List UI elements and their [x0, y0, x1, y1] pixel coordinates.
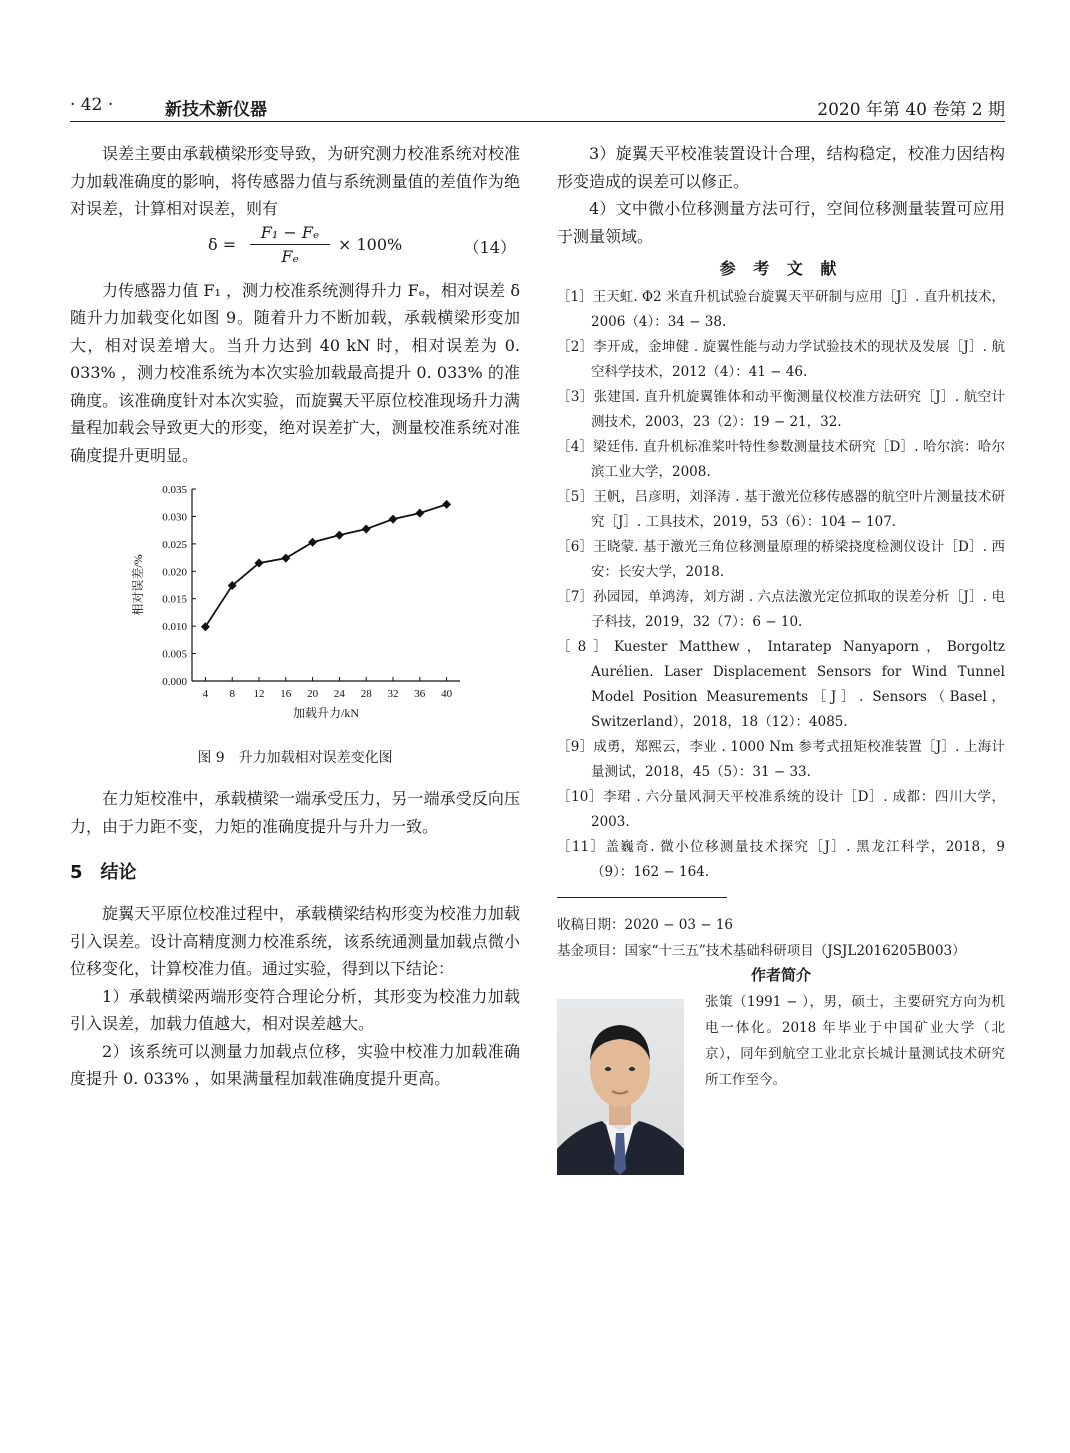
relative-error-chart: [130, 477, 470, 725]
author-bio: [557, 989, 1005, 1169]
reference-item: ［6］王晓蒙. 基于激光三角位移测量原理的桥梁挠度检测仪设计［D］. 西安：长安大学，2018.: [557, 539, 1005, 580]
equation-14: [70, 223, 520, 277]
right-column: [557, 140, 1005, 1169]
y-tick-label: 0.035: [162, 484, 187, 496]
x-tick-label: 16: [280, 688, 292, 700]
series-line: [205, 504, 446, 626]
fund-info: 基金项目：国家“十三五”技术基础科研项目（JSJL2016205B003）: [557, 943, 966, 959]
author-photo: [557, 999, 684, 1175]
journal-section: 新技术新仪器: [165, 100, 267, 120]
paragraph: 3）旋翼天平校准装置设计合理，结构稳定，校准力因结构形变造成的误差可以修正。: [557, 144, 1005, 191]
reference-item: ［8］Kuester Matthew，Intaratep Nanyaporn，Borgoltz Aurélien. Laser Displacement Sensors for Wind Tunnel Model Position Measurements［J］. Sensors（Basel，Switzerland），2018，18（12）：4085.: [557, 639, 1005, 730]
equation-multiplier: × 100%: [338, 234, 403, 254]
equation-lhs: δ =: [208, 234, 237, 254]
reference-item: ［7］孙园园，单鸿涛，刘方湖 . 六点法激光定位抓取的误差分析［J］. 电子科技，2019，32（7）：6 − 10.: [557, 589, 1005, 630]
paragraph: 旋翼天平原位校准过程中，承载横梁结构形变为校准力加载引入误差。设计高精度测力校准系统，该系统通测量加载点微小位移变化，计算校准力值。通过实验，得到以下结论：: [70, 904, 520, 978]
y-tick-label: 0.020: [162, 566, 187, 579]
equation-numerator: F₁ − Fₑ: [250, 223, 330, 245]
reference-item: ［2］李开成，金坤健 . 旋翼性能与动力学试验技术的现状及发展［J］. 航空科学技术，2012（4）：41 − 46.: [557, 339, 1005, 380]
paragraph: 4）文中微小位移测量方法可行，空间位移测量装置可应用于测量领域。: [557, 199, 1005, 246]
x-tick-label: 28: [360, 688, 372, 700]
paragraph: 2）该系统可以测量力加载点位移，实验中校准力加载准确度提升 0. 033% ，如果满量程加载准确度提升更高。: [70, 1041, 520, 1088]
reference-item: ［9］成勇，郑熙云，李业 . 1000 Nm 参考式扭矩校准装置［J］. 上海计量测试，2018，45（5）：31 − 33.: [557, 739, 1005, 780]
data-point: [415, 509, 424, 518]
x-tick-label: 20: [307, 688, 319, 700]
equation-number: （14）: [463, 237, 516, 257]
data-point: [201, 622, 210, 631]
reference-item: ［10］李珺 . 六分量风洞天平校准系统的设计［D］. 成都：四川大学，2003.: [557, 789, 1005, 830]
x-tick-label: 4: [202, 688, 209, 700]
data-point: [308, 538, 317, 547]
author-bio-title: 作者简介: [750, 966, 811, 984]
reference-item: ［1］王天虹. Φ2 米直升机试验台旋翼天平研制与应用［J］. 直升机技术，2006（4）：34 − 38.: [557, 289, 1005, 330]
data-point: [335, 531, 344, 540]
paragraph: 力传感器力值 F₁ ，测力校准系统测得升力 Fₑ，相对误差 δ 随升力加载变化如图 9。随着升力不断加载，承载横梁形变加大，相对误差增大。当升力达到 40 kN 时，相对误差为 0. 033% ，测力校准系统为本次实验加载最高提升 0. 033% 的准确度。该准确度针对本次实验，而旋翼天平原位校准现场升力满量程加载会导致更大的形变，绝对误差扩大，测量校准系统对准确度提升更明显。: [70, 280, 520, 465]
reference-item: ［3］张建国. 直升机旋翼锥体和动平衡测量仪校准方法研究［J］. 航空计测技术，2003，23（2）：19 − 21，32.: [557, 389, 1005, 430]
figure-caption: 图 9 升力加载相对误差变化图: [197, 750, 393, 766]
references-list: [557, 285, 1005, 885]
paragraph: 误差主要由承载横梁形变导致，为研究测力校准系统对校准力加载准确度的影响，将传感器力值与系统测量值的差值作为绝对误差，计算相对误差，则有: [70, 144, 520, 218]
page-header: [70, 95, 1005, 119]
y-tick-label: 0.000: [162, 676, 187, 688]
y-tick-label: 0.015: [162, 593, 187, 606]
y-tick-label: 0.010: [162, 621, 187, 634]
page-number: · 42 ·: [70, 95, 114, 115]
author-bio-text: 张策（1991 − ），男，硕士，主要研究方向为机电一体化。2018 年毕业于中国矿业大学（北京），同年到航空工业北京长城计量测试技术研究所工作至今。: [705, 994, 1005, 1088]
paragraph: 1）承载横梁两端形变符合理论分析，其形变为校准力加载引入误差，加载力值越大，相对误差越大。: [70, 986, 520, 1033]
references-title: 参 考 文 献: [719, 259, 843, 278]
equation-fraction: [250, 223, 330, 266]
y-tick-label: 0.025: [162, 538, 187, 551]
data-point: [389, 515, 398, 524]
y-tick-label: 0.005: [162, 648, 187, 661]
figure-9: [70, 477, 520, 785]
received-date: 收稿日期：2020 − 03 − 16: [557, 917, 734, 933]
footnote-rule: [557, 897, 727, 898]
data-point: [281, 554, 290, 563]
data-point: [362, 525, 371, 534]
reference-item: ［11］盖巍奇. 微小位移测量技术探究［J］. 黑龙江科学，2018，9（9）：162 − 164.: [557, 839, 1005, 880]
left-column: [70, 140, 520, 1093]
y-axis-label: 相对误差/%: [131, 554, 145, 616]
data-point: [442, 500, 451, 509]
x-tick-label: 8: [229, 688, 235, 700]
reference-item: ［5］王帆，吕彦明，刘泽涛 . 基于激光位移传感器的航空叶片测量技术研究［J］. 工具技术，2019，53（6）：104 − 107.: [557, 489, 1005, 530]
reference-item: ［4］梁廷伟. 直升机标准桨叶特性参数测量技术研究［D］. 哈尔滨：哈尔滨工业大学，2008.: [557, 439, 1005, 480]
x-tick-label: 12: [253, 688, 265, 700]
x-axis-label: 加载升力/kN: [292, 706, 360, 720]
x-tick-label: 36: [414, 688, 426, 700]
equation-denominator: Fₑ: [281, 246, 299, 266]
header-rule: [70, 121, 1005, 122]
x-tick-label: 40: [441, 688, 453, 700]
paragraph: 在力矩校准中，承载横梁一端承受压力，另一端承受反向压力，由于力距不变，力矩的准确度提升与升力一致。: [70, 789, 520, 836]
x-tick-label: 32: [387, 688, 399, 700]
x-tick-label: 24: [333, 688, 345, 700]
section-heading: 5 结论: [70, 862, 137, 883]
journal-issue: 2020 年第 40 卷第 2 期: [817, 100, 1005, 120]
y-tick-label: 0.030: [162, 511, 187, 524]
